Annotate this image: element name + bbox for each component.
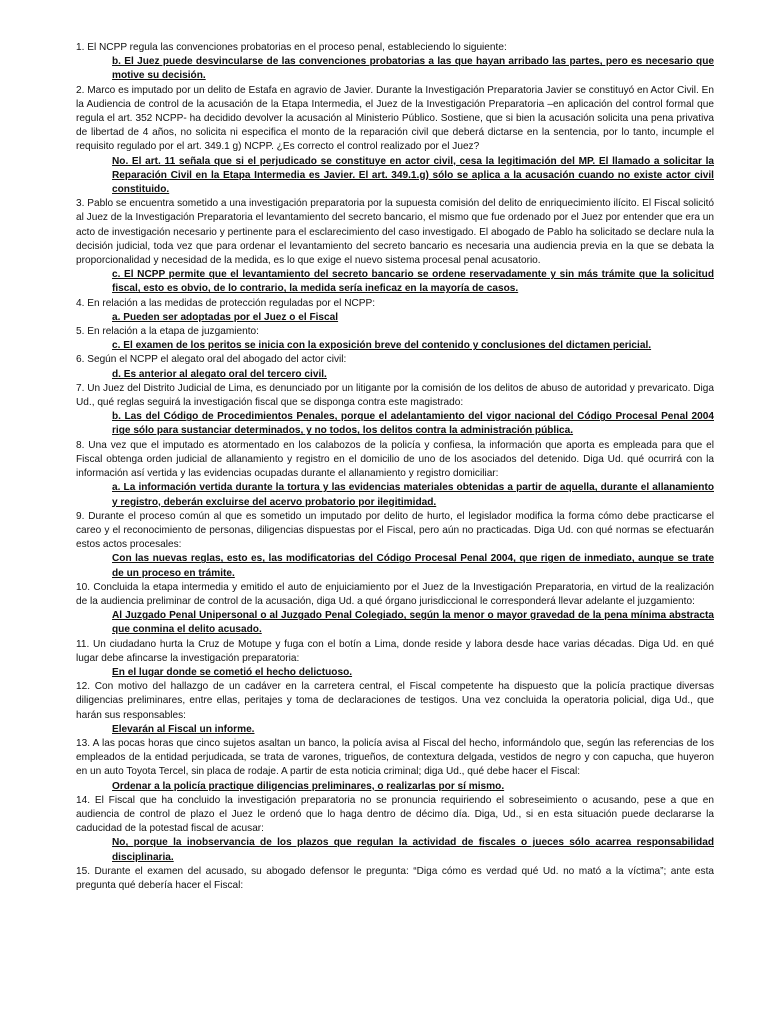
question-text: 13. A las pocas horas que cinco sujetos asaltan un banco, la policía avisa al Fiscal del hecho, informándolo que, según las referencias de los empleados de la entidad perjudicada, se trata de varones, trigueños, de contextura delgada, vestidos de negro y con capucha, que huyeron en un auto Toyota Tercel, sin placa de rodaje. A partir de esta noticia criminal; diga Ud., qué debe hacer el Fiscal: xyxy=(76,737,714,778)
question-text: 3. Pablo se encuentra sometido a una investigación preparatoria por la supuesta comisión del delito de enriquecimiento ilícito. El Fiscal solicitó al Juez de la Investigación Preparatoria el levantamiento del secreto bancario, el mismo que fue ordenado por el Juez por entender que era un acto de investigación necesario y pertinente para el esclarecimiento del caso investigado. El abogado de Pablo ha solicitado se declare nula la decisión judicial, toda vez que para ordenar el levantamiento del secreto bancario es necesaria una audiencia previa en la que se debata la proporcionalidad y necesidad de la medida, es lo que exige el nuevo sistema procesal penal acusatorio. xyxy=(76,198,714,267)
question-9 xyxy=(76,510,714,581)
answer-text: a. La información vertida durante la tortura y las evidencias materiales obtenidas a partir de aquella, durante el allanamiento y registro, deberán excluirse del acervo probatorio por ilegitimidad. xyxy=(112,482,714,508)
answer-text: Con las nuevas reglas, esto es, las modificatorias del Código Procesal Penal 2004, que rigen de inmediato, aunque se trate de un proceso en trámite. xyxy=(112,553,714,579)
question-6 xyxy=(76,353,714,381)
question-text: 12. Con motivo del hallazgo de un cadáver en la carretera central, el Fiscal competente ha dispuesto que la policía practique diversas diligencias preliminares, entre ellas, peritajes y toma de declaraciones de testigos. Una vez concluida la operatoria policial, diga Ud., que harán sus responsables: xyxy=(76,681,714,721)
question-7 xyxy=(76,382,714,439)
question-text: 7. Un Juez del Distrito Judicial de Lima, es denunciado por un litigante por la comisión de los delitos de abuso de autoridad y prevaricato. Diga Ud., qué reglas seguirá la investigación fiscal que se disponga contra este magistrado: xyxy=(76,382,714,409)
question-text: 10. Concluida la etapa intermedia y emitido el auto de enjuiciamiento por el Juez de la Investigación Preparatoria, en virtud de la realización de la audiencia preliminar de control de la acusación, diga Ud. a qué órgano jurisdiccional le corresponderá llevar adelante el juzgamiento: xyxy=(76,581,714,607)
question-3 xyxy=(76,197,714,296)
question-8 xyxy=(76,439,714,510)
answer-text: b. El Juez puede desvincularse de las convenciones probatorias a las que hayan arribado las partes, pero es necesario que motive su decisión. xyxy=(112,56,714,82)
answer-text: Al Juzgado Penal Unipersonal o al Juzgado Penal Colegiado, según la menor o mayor gravedad de la pena mínima abstracta que conmina el delito acusado. xyxy=(112,610,714,636)
document-body xyxy=(76,41,714,893)
question-text: 6. Según el NCPP el alegato oral del abogado del actor civil: xyxy=(76,354,347,366)
answer-text: Elevarán al Fiscal un informe. xyxy=(112,723,255,735)
answer-text: b. Las del Código de Procedimientos Penales, porque el adelantamiento del vigor nacional del Código Procesal Penal 2004 rige sólo para sustanciar determinados, y no todos, los delitos contra la administración pública. xyxy=(112,411,714,437)
question-12 xyxy=(76,680,714,737)
answer-text: c. El examen de los peritos se inicia con la exposición breve del contenido y conclusiones del dictamen pericial. xyxy=(112,340,652,352)
question-1 xyxy=(76,41,714,84)
answer-text: a. Pueden ser adoptadas por el Juez o el Fiscal xyxy=(112,311,339,323)
question-text: 15. Durante el examen del acusado, su abogado defensor le pregunta: “Diga cómo es verdad qué Ud. no mató a la víctima”; ante esta pregunta qué debería hacer el Fiscal: xyxy=(76,865,714,891)
question-text: 9. Durante el proceso común al que es sometido un imputado por delito de hurto, el legislador modifica la forma cómo debe practicarse el careo y el reconocimiento de personas, diligencias dispuestas por el Fiscal, pero aún no practicadas. Diga Ud. con qué normas se efectuarán estos actos procesales: xyxy=(76,510,714,551)
answer-text: No. El art. 11 señala que si el perjudicado se constituye en actor civil, cesa la legitimación del MP. El llamado a solicitar la Reparación Civil en la Etapa Intermedia es Javier. El art. 349.1.g) sólo se aplica a la acusación cuando no existe actor civil constituido. xyxy=(112,155,714,196)
question-15 xyxy=(76,865,714,893)
question-text: 4. En relación a las medidas de protección reguladas por el NCPP: xyxy=(76,297,376,309)
question-text: 14. El Fiscal que ha concluido la investigación preparatoria no se pronuncia requiriendo el sobreseimiento o acusando, pese a que en audiencia de control de plazo el Juez le ordenó que lo haga dentro de décimo día. Diga, Ud., si en esta situación puede declararse la caducidad de la potestad fiscal de acusar: xyxy=(76,794,714,835)
question-text: 11. Un ciudadano hurta la Cruz de Motupe y fuga con el botín a Lima, donde reside y labora desde hace varias décadas. Diga Ud. en qué lugar debe afincarse la investigación preparatoria: xyxy=(76,638,714,664)
answer-text: Ordenar a la policía practique diligencias preliminares, o realizarlas por sí mismo. xyxy=(112,780,505,792)
answer-text: d. Es anterior al alegato oral del tercero civil. xyxy=(112,368,327,380)
answer-text: c. El NCPP permite que el levantamiento del secreto bancario se ordene reservadamente y sin más trámite que la solicitud fiscal, esto es obvio, de lo contrario, la medida sería ineficaz en la mayoría de casos. xyxy=(112,269,714,295)
answer-text: En el lugar donde se cometió el hecho delictuoso. xyxy=(112,666,353,678)
question-14 xyxy=(76,794,714,865)
question-11 xyxy=(76,638,714,681)
question-text: 1. El NCPP regula las convenciones probatorias en el proceso penal, estableciendo lo siguiente: xyxy=(76,42,507,53)
question-2 xyxy=(76,84,714,198)
question-10 xyxy=(76,581,714,638)
question-4 xyxy=(76,297,714,325)
question-13 xyxy=(76,737,714,794)
question-5 xyxy=(76,325,714,353)
answer-text: No, porque la inobservancia de los plazos que regulan la actividad de fiscales o jueces sólo acarrea responsabilidad disciplinaria. xyxy=(112,837,714,863)
question-text: 5. En relación a la etapa de juzgamiento: xyxy=(76,326,259,338)
question-text: 2. Marco es imputado por un delito de Estafa en agravio de Javier. Durante la Investigación Preparatoria Javier se constituyó en Actor Civil. En la Audiencia de control de la acusación de la Etapa Intermedia, el Juez de la Investigación Preparatoria –en aplicación del control formal que regula el art. 352 NCPP- ha decidido devolver la acusación al Ministerio Público. Sostiene, que si bien la acusación solicita una pena privativa de libertad de 4 años, no solicita ni especifica el monto de la reparación civil que deberá dictarse en la sentencia, por lo tanto, incumple el requisito regulado por el art. 349.1 g) NCPP. ¿Es correcto el control realizado por el Juez? xyxy=(76,84,714,153)
question-text: 8. Una vez que el imputado es atormentado en los calabozos de la policía y confiesa, la información que aporta es empleada para que el Fiscal obtenga orden judicial de allanamiento y registro en el domicilio de uno de los asociados del detenido. Diga Ud. qué ocurrirá con la información así vertida y las evidencias ocupadas durante el allanamiento y registro domiciliar: xyxy=(76,439,714,480)
